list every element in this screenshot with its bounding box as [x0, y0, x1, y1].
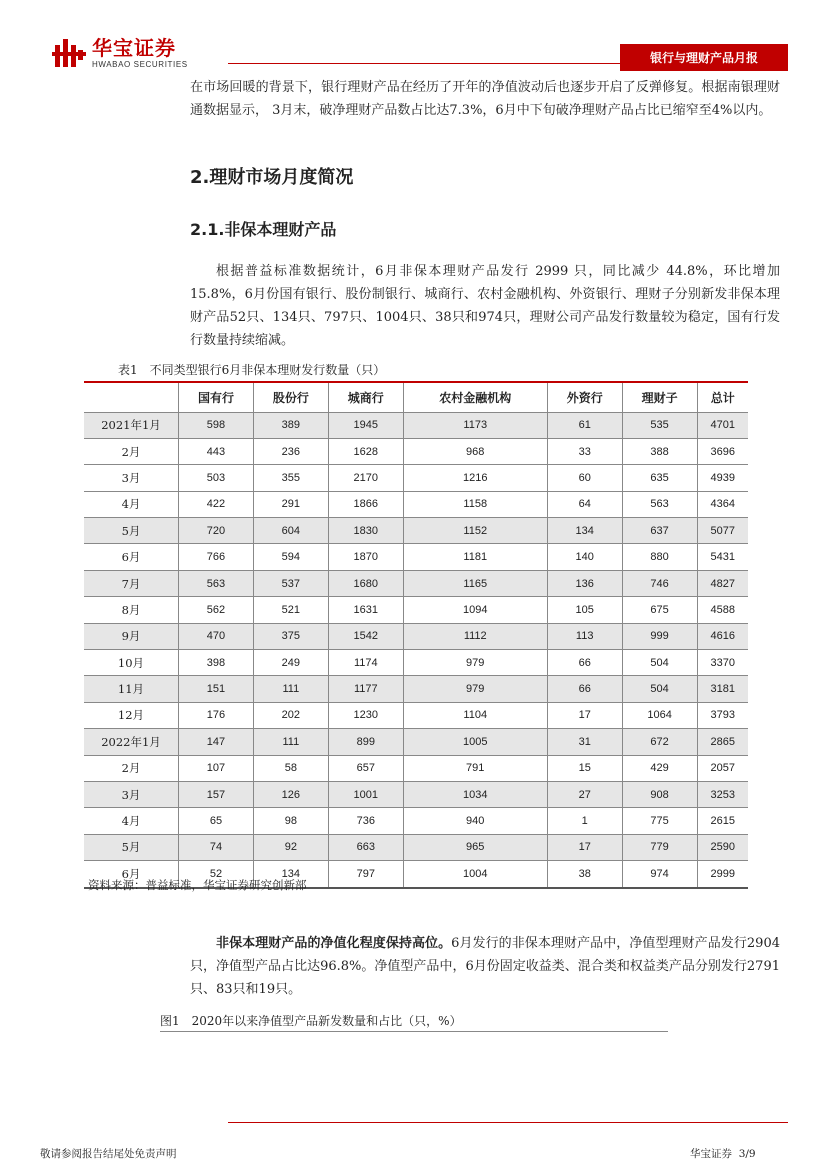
table-row	[84, 729, 748, 755]
table-cell: 3793	[697, 702, 748, 728]
table-row-label: 6月	[84, 861, 179, 888]
table-cell: 2170	[328, 465, 403, 491]
table-cell: 672	[622, 729, 697, 755]
table-cell: 33	[547, 438, 622, 464]
table-cell: 15	[547, 755, 622, 781]
table-cell: 1005	[403, 729, 547, 755]
table-cell: 61	[547, 412, 622, 438]
table-cell: 746	[622, 570, 697, 596]
table-body	[84, 412, 748, 888]
table-cell: 797	[328, 861, 403, 888]
table-cell: 136	[547, 570, 622, 596]
table-header-cell: 农村金融机构	[403, 382, 547, 412]
table-row-label: 3月	[84, 781, 179, 807]
table-cell: 1174	[328, 650, 403, 676]
table-cell: 1177	[328, 676, 403, 702]
table-row	[84, 438, 748, 464]
table-cell: 140	[547, 544, 622, 570]
table-cell: 1542	[328, 623, 403, 649]
table-row-label: 8月	[84, 597, 179, 623]
table-cell: 355	[253, 465, 328, 491]
footer-disclaimer[interactable]: 敬请参阅报告结尾处免责声明	[40, 1148, 177, 1160]
table-cell: 663	[328, 834, 403, 860]
table-cell: 5077	[697, 518, 748, 544]
table-cell: 111	[253, 676, 328, 702]
table-row-label: 12月	[84, 702, 179, 728]
table-row	[84, 808, 748, 834]
table-row	[84, 544, 748, 570]
table-header-cell	[84, 382, 179, 412]
table-cell: 775	[622, 808, 697, 834]
table-row	[84, 412, 748, 438]
table-cell: 968	[403, 438, 547, 464]
table-cell: 375	[253, 623, 328, 649]
table-row	[84, 834, 748, 860]
table-row-label: 5月	[84, 834, 179, 860]
table-cell: 17	[547, 834, 622, 860]
table-cell: 2057	[697, 755, 748, 781]
table-row-label: 9月	[84, 623, 179, 649]
table-row-label: 4月	[84, 491, 179, 517]
table-cell: 979	[403, 650, 547, 676]
table-cell: 470	[179, 623, 254, 649]
table-cell: 65	[179, 808, 254, 834]
section-2-heading: 2.理财市场月度简况	[190, 167, 354, 188]
table-cell: 537	[253, 570, 328, 596]
table-cell: 236	[253, 438, 328, 464]
table-cell: 2865	[697, 729, 748, 755]
figure-caption: 图1 2020年以来净值型产品新发数量和占比（只，%）	[160, 1014, 462, 1028]
table-cell: 291	[253, 491, 328, 517]
table-cell: 66	[547, 650, 622, 676]
table-cell: 563	[179, 570, 254, 596]
table-cell: 521	[253, 597, 328, 623]
table-cell: 1631	[328, 597, 403, 623]
section-2-1-heading: 2.1.非保本理财产品	[190, 220, 337, 239]
footer-divider	[228, 1122, 788, 1123]
table-cell: 147	[179, 729, 254, 755]
table-cell: 389	[253, 412, 328, 438]
table-cell: 105	[547, 597, 622, 623]
table-cell: 1158	[403, 491, 547, 517]
table-row-label: 4月	[84, 808, 179, 834]
table-cell: 388	[622, 438, 697, 464]
table-cell: 1628	[328, 438, 403, 464]
table-cell: 4939	[697, 465, 748, 491]
table-cell: 2999	[697, 861, 748, 888]
table-row	[84, 518, 748, 544]
table-cell: 1866	[328, 491, 403, 517]
table-cell: 422	[179, 491, 254, 517]
table-cell: 74	[179, 834, 254, 860]
table-cell: 503	[179, 465, 254, 491]
table-cell: 4827	[697, 570, 748, 596]
table-cell: 113	[547, 623, 622, 649]
table-cell: 31	[547, 729, 622, 755]
table-cell: 157	[179, 781, 254, 807]
table-cell: 720	[179, 518, 254, 544]
page-number: 3/9	[738, 1148, 756, 1160]
table-cell: 4364	[697, 491, 748, 517]
brand-name-cn: 华宝证券	[92, 35, 176, 60]
table-cell: 1034	[403, 781, 547, 807]
table-cell: 4616	[697, 623, 748, 649]
table-cell: 1094	[403, 597, 547, 623]
company-logo	[52, 36, 188, 70]
table-cell: 1165	[403, 570, 547, 596]
table-cell: 1112	[403, 623, 547, 649]
table-row	[84, 781, 748, 807]
table-cell: 1064	[622, 702, 697, 728]
table-row	[84, 597, 748, 623]
table-cell: 899	[328, 729, 403, 755]
table-cell: 1870	[328, 544, 403, 570]
table-cell: 443	[179, 438, 254, 464]
table-caption: 表1 不同类型银行6月非保本理财发行数量（只）	[118, 363, 386, 377]
table-row-label: 2022年1月	[84, 729, 179, 755]
table-cell: 965	[403, 834, 547, 860]
table-cell: 1	[547, 808, 622, 834]
table-cell: 1001	[328, 781, 403, 807]
table-cell: 657	[328, 755, 403, 781]
table-cell: 249	[253, 650, 328, 676]
table-row-label: 6月	[84, 544, 179, 570]
net-value-lead: 非保本理财产品的净值化程度保持高位。	[216, 936, 452, 951]
brand-name-en: HWABAO SECURITIES	[92, 59, 188, 69]
figure-divider	[160, 1031, 668, 1032]
table-cell: 562	[179, 597, 254, 623]
table-cell: 1173	[403, 412, 547, 438]
table-row-label: 7月	[84, 570, 179, 596]
table-cell: 92	[253, 834, 328, 860]
table-row-label: 2月	[84, 438, 179, 464]
table-header-cell: 股份行	[253, 382, 328, 412]
table-cell: 98	[253, 808, 328, 834]
table-cell: 974	[622, 861, 697, 888]
intro-paragraph: 在市场回暖的背景下，银行理财产品在经历了开年的净值波动后也逐步开启了反弹修复。根据南银理财通数据显示， 3月末，破净理财产品数占比达7.3%，6月中下旬破净理财产品占比已缩窄至4%以内。	[190, 80, 780, 118]
table-cell: 5431	[697, 544, 748, 570]
table-cell: 66	[547, 676, 622, 702]
table-cell: 940	[403, 808, 547, 834]
table-cell: 176	[179, 702, 254, 728]
table-row	[84, 650, 748, 676]
table-header-cell: 城商行	[328, 382, 403, 412]
hwabao-logo-icon	[52, 36, 86, 70]
table-cell: 1152	[403, 518, 547, 544]
footer-company: 华宝证券	[690, 1148, 732, 1160]
table-cell: 126	[253, 781, 328, 807]
table-cell: 635	[622, 465, 697, 491]
table-cell: 134	[547, 518, 622, 544]
table-cell: 151	[179, 676, 254, 702]
table-row	[84, 491, 748, 517]
section-2-1-paragraph: 根据普益标准数据统计，6月非保本理财产品发行 2999 只，同比减少 44.8%，环比增加15.8%，6月份国有银行、股份制银行、城商行、农村金融机构、外资银行、理财子分别新发非保本理财产品52只、134只、797只、1004只、38只和974只，理财公司产品发行数量较为稳定，国有行发行数量持续缩减。	[190, 264, 780, 348]
table-cell: 58	[253, 755, 328, 781]
table-cell: 398	[179, 650, 254, 676]
table-cell: 675	[622, 597, 697, 623]
issuance-table	[84, 381, 748, 889]
table-cell: 2615	[697, 808, 748, 834]
table-cell: 2590	[697, 834, 748, 860]
table-row	[84, 755, 748, 781]
table-cell: 111	[253, 729, 328, 755]
table-row-label: 2月	[84, 755, 179, 781]
table-cell: 504	[622, 650, 697, 676]
table-cell: 979	[403, 676, 547, 702]
table-cell: 4701	[697, 412, 748, 438]
table-cell: 3696	[697, 438, 748, 464]
table-row	[84, 623, 748, 649]
table-cell: 598	[179, 412, 254, 438]
table-row-label: 2021年1月	[84, 412, 179, 438]
table-cell: 60	[547, 465, 622, 491]
table-cell: 594	[253, 544, 328, 570]
table-cell: 3253	[697, 781, 748, 807]
table-cell: 880	[622, 544, 697, 570]
table-cell: 779	[622, 834, 697, 860]
table-cell: 736	[328, 808, 403, 834]
table-cell: 38	[547, 861, 622, 888]
table-cell: 1104	[403, 702, 547, 728]
table-cell: 1004	[403, 861, 547, 888]
table-cell: 604	[253, 518, 328, 544]
table-header-cell: 国有行	[179, 382, 254, 412]
table-row-label: 5月	[84, 518, 179, 544]
table-cell: 999	[622, 623, 697, 649]
report-type-badge: 银行与理财产品月报	[620, 44, 788, 71]
table-cell: 563	[622, 491, 697, 517]
net-value-paragraph	[190, 932, 780, 1001]
table-cell: 202	[253, 702, 328, 728]
table-header-row	[84, 382, 748, 412]
table-cell: 791	[403, 755, 547, 781]
table-cell: 107	[179, 755, 254, 781]
table-header-cell: 外资行	[547, 382, 622, 412]
table-header-cell: 总计	[697, 382, 748, 412]
table-cell: 4588	[697, 597, 748, 623]
table-cell: 64	[547, 491, 622, 517]
table-row-label: 11月	[84, 676, 179, 702]
table-header-cell: 理财子	[622, 382, 697, 412]
table-cell: 1680	[328, 570, 403, 596]
table-cell: 1181	[403, 544, 547, 570]
table-row	[84, 570, 748, 596]
table-cell: 17	[547, 702, 622, 728]
table-cell: 504	[622, 676, 697, 702]
table-cell: 535	[622, 412, 697, 438]
footer-page-info	[690, 1146, 756, 1161]
table-row	[84, 676, 748, 702]
table-cell: 1216	[403, 465, 547, 491]
table-cell: 766	[179, 544, 254, 570]
table-cell: 1230	[328, 702, 403, 728]
table-cell: 134	[253, 861, 328, 888]
table-cell: 52	[179, 861, 254, 888]
table-source: 资料来源：普益标准，华宝证券研究创新部	[88, 878, 307, 892]
table-cell: 3370	[697, 650, 748, 676]
table-row	[84, 465, 748, 491]
table-cell: 1945	[328, 412, 403, 438]
table-row-label: 10月	[84, 650, 179, 676]
table-cell: 1830	[328, 518, 403, 544]
table-cell: 429	[622, 755, 697, 781]
table-cell: 3181	[697, 676, 748, 702]
table-row-label: 3月	[84, 465, 179, 491]
table-row	[84, 702, 748, 728]
net-value-body: 6月发行的非保本理财产品中，净值型理财产品发行2904只，净值型产品占比达96.8%。净值型产品中，6月份固定收益类、混合类和权益类产品分别发行2791只、83只和19只。	[190, 936, 780, 997]
table-cell: 908	[622, 781, 697, 807]
table-cell: 27	[547, 781, 622, 807]
table-cell: 637	[622, 518, 697, 544]
